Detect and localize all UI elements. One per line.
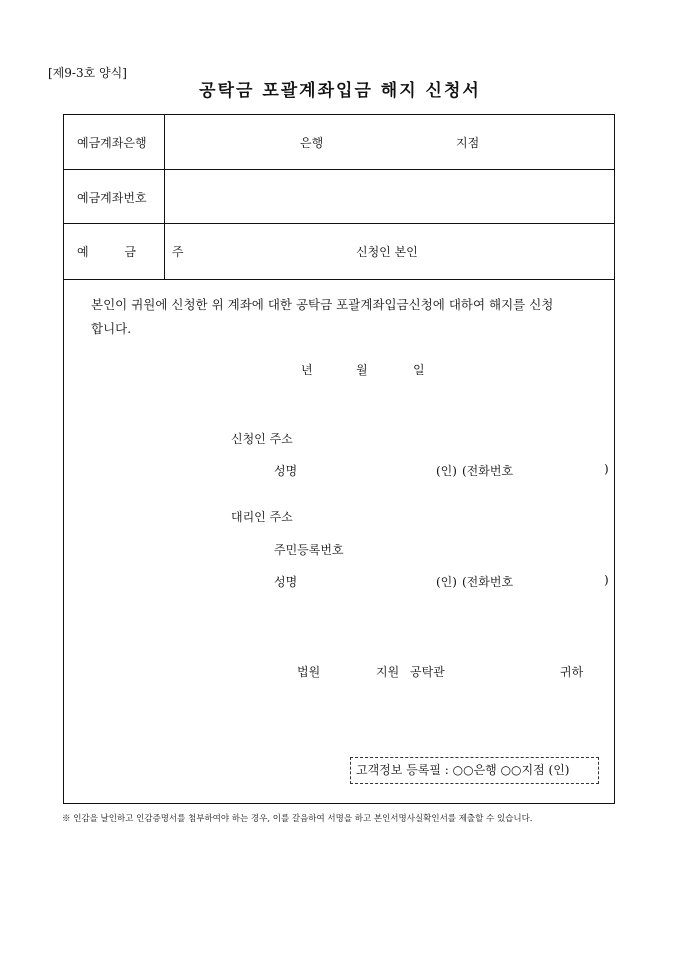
addressee-court: 법원: [297, 665, 321, 679]
agent-phone-close: ): [604, 573, 609, 587]
addressee-branch: 지원: [376, 665, 400, 679]
applicant-address-label: 신청인 주소: [231, 432, 293, 446]
agent-name-label: 성명: [274, 575, 298, 589]
branch-unit: 지점: [456, 136, 480, 150]
row-divider: [64, 279, 614, 280]
form-box: [63, 114, 615, 804]
date-year: 년: [301, 363, 313, 377]
applicant-phone-label: (전화번호: [462, 464, 514, 478]
applicant-phone-close: ): [604, 462, 609, 476]
form-title: 공탁금 포괄계좌입금 해지 신청서: [199, 81, 481, 101]
footnote: ※ 인감을 날인하고 인감증명서를 첨부하여야 하는 경우, 이를 갈음하여 서명을 하고 본인서명사실확인서를 제출할 수 있습니다.: [62, 814, 533, 824]
agent-seal: (인): [436, 575, 457, 589]
agent-address-label: 대리인 주소: [231, 510, 293, 524]
date-day: 일: [413, 363, 425, 377]
addressee-officer: 공탁관: [410, 665, 445, 679]
statement-line-2: 합니다.: [91, 321, 132, 336]
statement-line-1: 본인이 귀원에 신청한 위 계좌에 대한 공탁금 포괄계좌입금신청에 대하여 해지를 신청: [91, 297, 554, 312]
bank-label: 예금계좌은행: [77, 136, 147, 150]
applicant-name-label: 성명: [274, 464, 298, 478]
agent-phone-label: (전화번호: [462, 575, 514, 589]
account-number-field[interactable]: [174, 179, 604, 215]
account-holder-value: 신청인 본인: [356, 245, 418, 259]
agent-rrn-label: 주민등록번호: [274, 543, 344, 557]
account-holder-label: 예 금 주: [77, 245, 200, 259]
row-divider: [64, 169, 614, 170]
form-code: [제9-3호 양식]: [48, 66, 127, 80]
addressee-honorific: 귀하: [560, 665, 584, 679]
registration-stamp: 고객정보 등록필 : ○○은행 ○○지점 (인): [350, 757, 599, 784]
bank-unit: 은행: [300, 136, 324, 150]
row-divider: [64, 223, 614, 224]
applicant-seal: (인): [436, 464, 457, 478]
account-number-label: 예금계좌번호: [77, 191, 147, 205]
date-month: 월: [356, 363, 368, 377]
